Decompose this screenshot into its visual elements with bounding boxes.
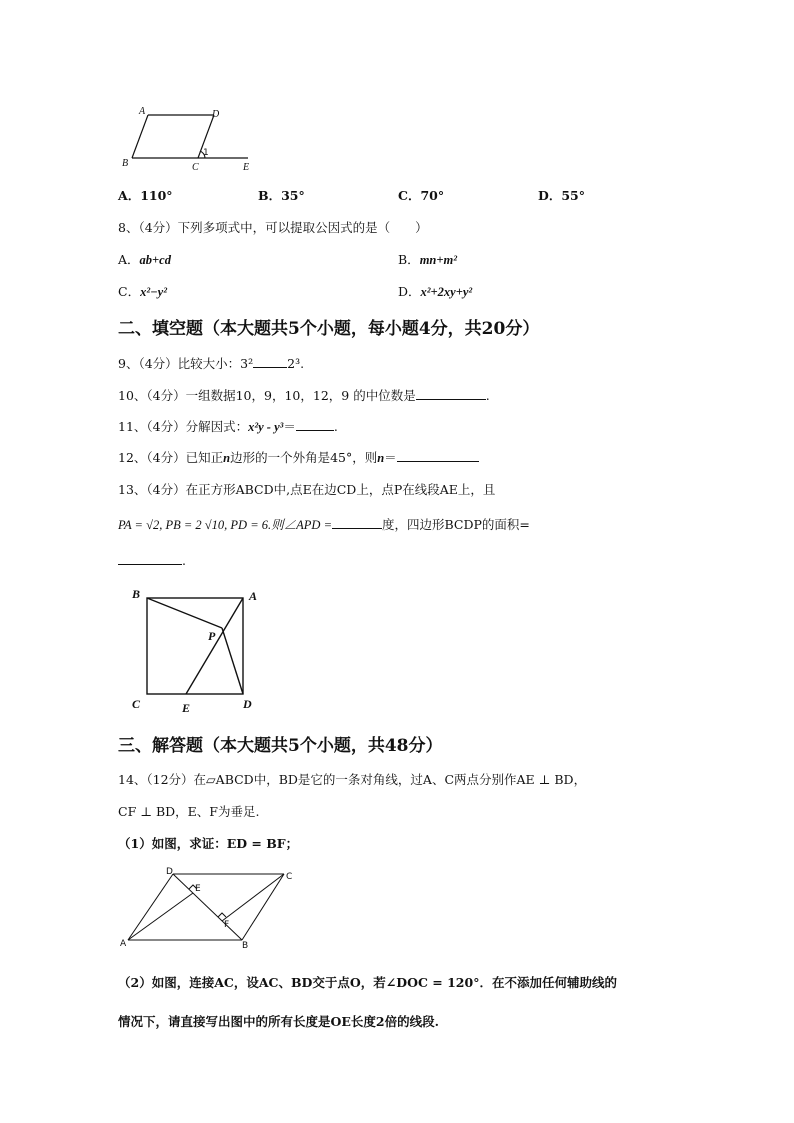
q11: 11、（4分）分解因式：x²y - y³＝ . [118, 419, 338, 434]
fig3-label-c: C [286, 872, 293, 882]
q8-option-c: C．x²−y² [118, 284, 167, 299]
fig1-label-d: D [212, 109, 220, 120]
q7-option-d: D．55° [538, 188, 585, 203]
q10: 10、（4分）一组数据10，9，10，12，9 的中位数是 . [118, 388, 490, 403]
q7-option-a: A．110° [118, 188, 173, 203]
fig2-label-d: D [243, 697, 252, 711]
fig3-label-d: D [166, 867, 173, 877]
q14-part-1: （1）如图，求证：ED = BF； [118, 836, 299, 851]
figure-q14 [118, 862, 308, 952]
fig2-label-c: C [132, 697, 141, 711]
fig2-label-e: E [182, 701, 191, 715]
fig2-label-p: P [208, 629, 216, 643]
figure-parallelogram [110, 100, 280, 178]
q12: 12、（4分）已知正n边形的一个外角是45°，则n＝ [118, 448, 479, 466]
section-3-title: 三、解答题（本大题共5个小题，共48分） [118, 736, 443, 756]
q14-line-1: 14、（12分）在▱ABCD中，BD是它的一条对角线，过A、C两点分别作AE ⊥ BD， [118, 772, 587, 787]
q14-part-2-line-2: 情况下，请直接写出图中的所有长度是OE长度2倍的线段. [118, 1014, 439, 1029]
fig2-label-b: B [132, 587, 141, 601]
q13-line-3: . [118, 553, 186, 568]
section-2-title: 二、填空题（本大题共5个小题，每小题4分，共20分） [118, 319, 540, 339]
q8-option-a: A．ab+cd [118, 252, 171, 267]
q7-option-c: C．70° [398, 188, 445, 203]
q14-line-2: CF ⊥ BD，E、F为垂足. [118, 804, 260, 819]
fig1-label-c: C [192, 162, 199, 173]
fig1-label-b: B [122, 158, 129, 169]
q8-option-b: B．mn+m² [398, 252, 457, 267]
fig1-angle-1: 1 [203, 148, 209, 158]
q7-option-b: B．35° [258, 188, 305, 203]
fig3-label-b: B [242, 941, 249, 951]
fig3-label-f: F [224, 920, 230, 930]
q8-option-d: D．x²+2xy+y² [398, 284, 473, 299]
fig3-label-e: E [195, 884, 201, 894]
q13-line-1: 13、（4分）在正方形ABCD中,点E在边CD上，点P在线段AE上，且 [118, 482, 496, 497]
figure-square [126, 586, 266, 716]
fig3-label-a: A [120, 939, 127, 949]
q13-line-2: PA = √2, PB = 2 √10, PD = 6.则∠APD = 度，四边形BCDP的面积= [118, 517, 530, 532]
fig2-label-a: A [249, 589, 258, 603]
q8-stem: 8、（4分）下列多项式中，可以提取公因式的是（ ） [118, 220, 428, 235]
fig1-label-a: A [139, 106, 146, 117]
q9: 9、（4分）比较大小：3² 2³. [118, 356, 305, 371]
fig1-label-e: E [243, 162, 250, 173]
q14-part-2-line-1: （2）如图，连接AC，设AC、BD交于点O，若∠DOC = 120°．在不添加任何辅助线的 [118, 975, 617, 990]
